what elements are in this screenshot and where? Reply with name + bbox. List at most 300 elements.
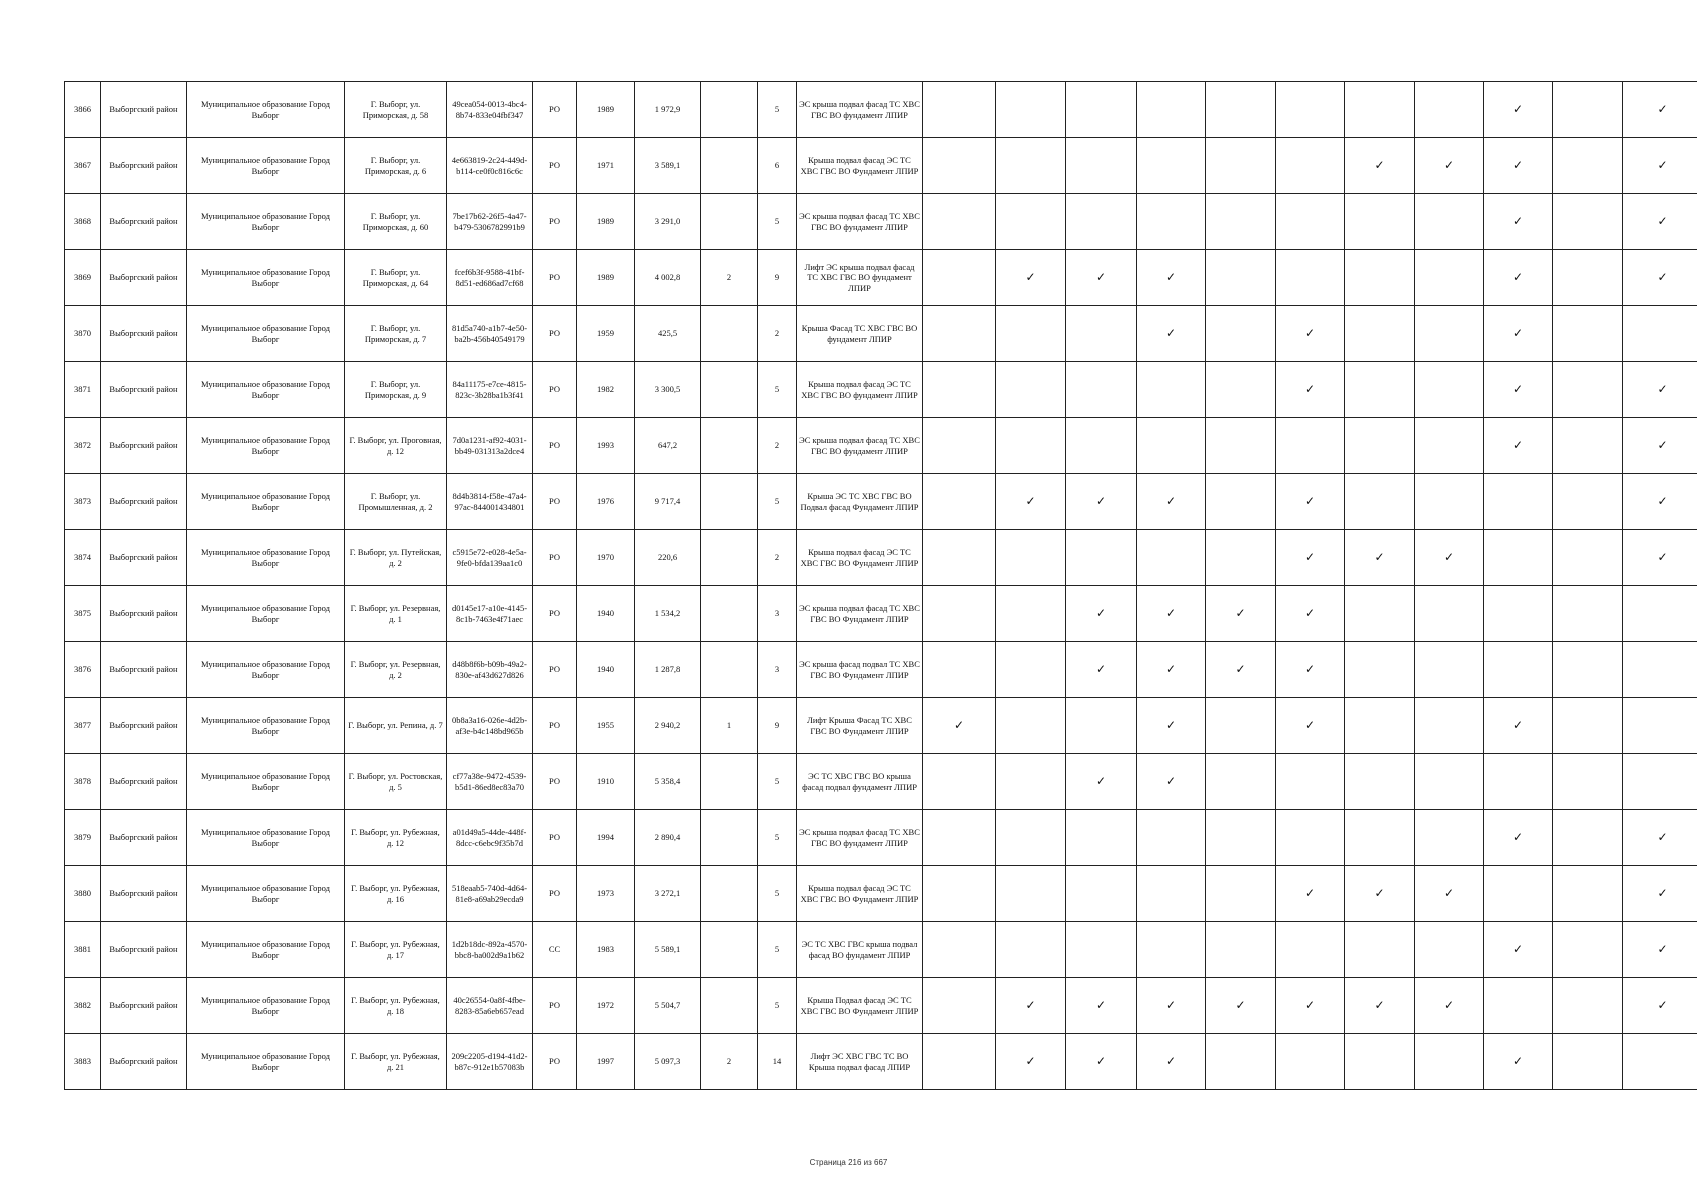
work-mark-cell (1553, 362, 1623, 418)
work-count-cell: 6 (758, 138, 797, 194)
table-row (65, 530, 1697, 586)
check-mark-icon: ✓ (1095, 606, 1107, 621)
works-list-cell: Крыша подвал фасад ЭС ТС ХВС ГВС ВО фундамент ЛПИР (797, 362, 923, 418)
address-cell: Г. Выборг, ул. Резервная, д. 1 (345, 586, 447, 642)
work-mark-cell (996, 530, 1066, 586)
address-cell: Г. Выборг, ул. Промышленная, д. 2 (345, 474, 447, 530)
check-mark-icon: ✓ (1165, 606, 1177, 621)
work-mark-cell (1066, 306, 1137, 362)
check-mark-icon: ✓ (1304, 998, 1316, 1013)
work-mark-cell (1484, 362, 1553, 418)
area-cell: 5 504,7 (635, 978, 701, 1034)
works-list-cell: ЭС крыша подвал фасад ТС ХВС ГВС ВО Фундамент ЛПИР (797, 586, 923, 642)
works-list-cell: Лифт Крыша Фасад ТС ХВС ГВС ВО Фундамент ЛПИР (797, 698, 923, 754)
row-number-cell: 3880 (65, 866, 101, 922)
work-mark-cell (1553, 586, 1623, 642)
district-cell: Выборгский район (101, 754, 187, 810)
check-mark-icon: ✓ (1512, 214, 1524, 229)
work-mark-cell (996, 978, 1066, 1034)
ownership-type-cell: РО (533, 530, 577, 586)
municipality-cell: Муниципальное образование Город Выборг (187, 698, 345, 754)
work-mark-cell (1553, 306, 1623, 362)
check-mark-icon: ✓ (1657, 830, 1668, 845)
address-cell: Г. Выборг, ул. Репина, д. 7 (345, 698, 447, 754)
check-mark-icon: ✓ (1165, 662, 1177, 677)
district-cell: Выборгский район (101, 474, 187, 530)
work-mark-cell (1623, 978, 1697, 1034)
work-mark-cell (1553, 82, 1623, 138)
lift-count-cell (701, 418, 758, 474)
address-cell: Г. Выборг, ул. Проговная, д. 12 (345, 418, 447, 474)
check-mark-icon: ✓ (1657, 886, 1668, 901)
work-mark-cell (1553, 474, 1623, 530)
district-cell: Выборгский район (101, 250, 187, 306)
guid-cell: a01d49a5-44de-448f-8dcc-c6ebc9f35b7d (447, 810, 533, 866)
work-mark-cell (1276, 586, 1345, 642)
work-mark-cell (1484, 754, 1553, 810)
check-mark-icon: ✓ (1657, 438, 1668, 453)
ownership-type-cell: РО (533, 1034, 577, 1090)
work-mark-cell (1066, 138, 1137, 194)
work-mark-cell (1137, 194, 1206, 250)
work-mark-cell (1623, 754, 1697, 810)
year-built-cell: 1910 (577, 754, 635, 810)
check-mark-icon: ✓ (1095, 998, 1107, 1013)
area-cell: 4 002,8 (635, 250, 701, 306)
work-mark-cell (1137, 922, 1206, 978)
work-mark-cell (1484, 82, 1553, 138)
check-mark-icon: ✓ (1657, 270, 1668, 285)
work-mark-cell (1276, 866, 1345, 922)
check-mark-icon: ✓ (1657, 158, 1668, 173)
work-mark-cell (1553, 418, 1623, 474)
check-mark-icon: ✓ (1095, 494, 1107, 509)
work-mark-cell (1345, 1034, 1415, 1090)
municipality-cell: Муниципальное образование Город Выборг (187, 810, 345, 866)
check-mark-icon: ✓ (1443, 550, 1455, 565)
housing-register-table (64, 81, 1697, 1090)
guid-cell: 518eaab5-740d-4d64-81e8-a69ab29ecda9 (447, 866, 533, 922)
work-mark-cell (1415, 642, 1484, 698)
work-mark-cell (1484, 474, 1553, 530)
work-mark-cell (1623, 474, 1697, 530)
ownership-type-cell: РО (533, 754, 577, 810)
ownership-type-cell: РО (533, 194, 577, 250)
work-count-cell: 5 (758, 922, 797, 978)
work-mark-cell (1066, 754, 1137, 810)
table-row (65, 250, 1697, 306)
area-cell: 2 940,2 (635, 698, 701, 754)
works-list-cell: ЭС ТС ХВС ГВС крыша подвал фасад ВО фундамент ЛПИР (797, 922, 923, 978)
check-mark-icon: ✓ (1374, 998, 1385, 1013)
guid-cell: cf77a38e-9472-4539-b5d1-86ed8ec83a70 (447, 754, 533, 810)
work-mark-cell (1206, 250, 1276, 306)
check-mark-icon: ✓ (1025, 1054, 1036, 1069)
lift-count-cell (701, 474, 758, 530)
work-mark-cell (1484, 698, 1553, 754)
year-built-cell: 1971 (577, 138, 635, 194)
lift-count-cell (701, 754, 758, 810)
work-mark-cell (1137, 754, 1206, 810)
work-mark-cell (1345, 194, 1415, 250)
work-mark-cell (996, 810, 1066, 866)
work-mark-cell (1415, 754, 1484, 810)
work-mark-cell (1276, 754, 1345, 810)
work-count-cell: 9 (758, 250, 797, 306)
district-cell: Выборгский район (101, 866, 187, 922)
work-mark-cell (1066, 978, 1137, 1034)
work-mark-cell (1484, 810, 1553, 866)
address-cell: Г. Выборг, ул. Резервная, д. 2 (345, 642, 447, 698)
work-mark-cell (1345, 586, 1415, 642)
year-built-cell: 1940 (577, 642, 635, 698)
check-mark-icon: ✓ (1095, 1054, 1107, 1069)
municipality-cell: Муниципальное образование Город Выборг (187, 138, 345, 194)
table-row (65, 586, 1697, 642)
work-mark-cell (1345, 306, 1415, 362)
work-mark-cell (923, 978, 996, 1034)
work-mark-cell (923, 922, 996, 978)
work-mark-cell (923, 474, 996, 530)
address-cell: Г. Выборг, ул. Приморская, д. 7 (345, 306, 447, 362)
year-built-cell: 1983 (577, 922, 635, 978)
check-mark-icon: ✓ (1657, 382, 1668, 397)
work-mark-cell (1206, 138, 1276, 194)
work-mark-cell (1206, 474, 1276, 530)
check-mark-icon: ✓ (1657, 102, 1668, 117)
work-mark-cell (1206, 642, 1276, 698)
guid-cell: c5915e72-e028-4e5a-9fe0-bfda139aa1c0 (447, 530, 533, 586)
guid-cell: 4e663819-2c24-449d-b114-ce0f0c816c6c (447, 138, 533, 194)
work-mark-cell (1484, 138, 1553, 194)
work-mark-cell (996, 418, 1066, 474)
work-mark-cell (1137, 82, 1206, 138)
works-list-cell: ЭС крыша подвал фасад ТС ХВС ГВС ВО фундамент ЛПИР (797, 418, 923, 474)
check-mark-icon: ✓ (1512, 326, 1524, 341)
work-count-cell: 14 (758, 1034, 797, 1090)
ownership-type-cell: РО (533, 418, 577, 474)
table-row (65, 362, 1697, 418)
work-mark-cell (1066, 530, 1137, 586)
work-mark-cell (1553, 530, 1623, 586)
work-mark-cell (1345, 754, 1415, 810)
work-mark-cell (1066, 586, 1137, 642)
ownership-type-cell: РО (533, 362, 577, 418)
work-count-cell: 5 (758, 194, 797, 250)
work-mark-cell (923, 866, 996, 922)
work-mark-cell (1066, 362, 1137, 418)
check-mark-icon: ✓ (1304, 606, 1316, 621)
work-mark-cell (1415, 306, 1484, 362)
row-number-cell: 3869 (65, 250, 101, 306)
district-cell: Выборгский район (101, 922, 187, 978)
work-mark-cell (923, 530, 996, 586)
check-mark-icon: ✓ (1512, 438, 1524, 453)
work-mark-cell (1206, 698, 1276, 754)
work-mark-cell (1137, 586, 1206, 642)
work-mark-cell (996, 82, 1066, 138)
check-mark-icon: ✓ (1235, 606, 1246, 621)
work-mark-cell (1345, 418, 1415, 474)
work-count-cell: 3 (758, 586, 797, 642)
work-mark-cell (1206, 306, 1276, 362)
work-mark-cell (1137, 474, 1206, 530)
row-number-cell: 3868 (65, 194, 101, 250)
row-number-cell: 3867 (65, 138, 101, 194)
work-mark-cell (1484, 642, 1553, 698)
district-cell: Выборгский район (101, 586, 187, 642)
work-mark-cell (923, 362, 996, 418)
work-mark-cell (1484, 586, 1553, 642)
lift-count-cell (701, 82, 758, 138)
work-mark-cell (1137, 306, 1206, 362)
work-mark-cell (1137, 250, 1206, 306)
area-cell: 3 291,0 (635, 194, 701, 250)
work-count-cell: 5 (758, 82, 797, 138)
work-count-cell: 2 (758, 306, 797, 362)
address-cell: Г. Выборг, ул. Приморская, д. 64 (345, 250, 447, 306)
work-mark-cell (996, 250, 1066, 306)
work-mark-cell (1276, 306, 1345, 362)
address-cell: Г. Выборг, ул. Рубежная, д. 21 (345, 1034, 447, 1090)
work-mark-cell (996, 306, 1066, 362)
works-list-cell: Крыша подвал фасад ЭС ТС ХВС ГВС ВО Фундамент ЛПИР (797, 138, 923, 194)
work-mark-cell (1623, 642, 1697, 698)
guid-cell: 7be17b62-26f5-4a47-b479-5306782991b9 (447, 194, 533, 250)
address-cell: Г. Выборг, ул. Путейская, д. 2 (345, 530, 447, 586)
district-cell: Выборгский район (101, 810, 187, 866)
row-number-cell: 3881 (65, 922, 101, 978)
check-mark-icon: ✓ (1165, 718, 1177, 733)
year-built-cell: 1955 (577, 698, 635, 754)
check-mark-icon: ✓ (1165, 1054, 1177, 1069)
work-mark-cell (1066, 250, 1137, 306)
municipality-cell: Муниципальное образование Город Выборг (187, 250, 345, 306)
work-mark-cell (1553, 1034, 1623, 1090)
check-mark-icon: ✓ (1165, 270, 1177, 285)
table-row (65, 1034, 1697, 1090)
year-built-cell: 1970 (577, 530, 635, 586)
year-built-cell: 1959 (577, 306, 635, 362)
work-mark-cell (1415, 250, 1484, 306)
check-mark-icon: ✓ (1657, 550, 1668, 565)
work-mark-cell (1484, 250, 1553, 306)
ownership-type-cell: РО (533, 698, 577, 754)
work-mark-cell (923, 82, 996, 138)
table-row (65, 138, 1697, 194)
work-count-cell: 5 (758, 978, 797, 1034)
year-built-cell: 1989 (577, 250, 635, 306)
address-cell: Г. Выборг, ул. Приморская, д. 6 (345, 138, 447, 194)
check-mark-icon: ✓ (1443, 158, 1455, 173)
work-mark-cell (1345, 474, 1415, 530)
district-cell: Выборгский район (101, 698, 187, 754)
work-mark-cell (1276, 362, 1345, 418)
check-mark-icon: ✓ (1025, 494, 1036, 509)
work-mark-cell (1066, 922, 1137, 978)
work-mark-cell (1345, 810, 1415, 866)
lift-count-cell (701, 530, 758, 586)
work-mark-cell (1415, 978, 1484, 1034)
ownership-type-cell: РО (533, 978, 577, 1034)
work-mark-cell (1484, 306, 1553, 362)
work-mark-cell (923, 138, 996, 194)
guid-cell: 209c2205-d194-41d2-b87c-912e1b57083b (447, 1034, 533, 1090)
ownership-type-cell: РО (533, 306, 577, 362)
municipality-cell: Муниципальное образование Город Выборг (187, 82, 345, 138)
lift-count-cell (701, 586, 758, 642)
works-list-cell: Лифт ЭС ХВС ГВС ТС ВО Крыша подвал фасад ЛПИР (797, 1034, 923, 1090)
address-cell: Г. Выборг, ул. Приморская, д. 60 (345, 194, 447, 250)
work-mark-cell (1623, 810, 1697, 866)
work-count-cell: 2 (758, 418, 797, 474)
work-mark-cell (1415, 922, 1484, 978)
area-cell: 647,2 (635, 418, 701, 474)
municipality-cell: Муниципальное образование Город Выборг (187, 1034, 345, 1090)
work-count-cell: 5 (758, 362, 797, 418)
check-mark-icon: ✓ (1304, 382, 1316, 397)
check-mark-icon: ✓ (1512, 1054, 1524, 1069)
address-cell: Г. Выборг, ул. Ростовская, д. 5 (345, 754, 447, 810)
work-mark-cell (1623, 82, 1697, 138)
area-cell: 5 358,4 (635, 754, 701, 810)
area-cell: 3 272,1 (635, 866, 701, 922)
check-mark-icon: ✓ (1304, 886, 1316, 901)
work-mark-cell (1553, 754, 1623, 810)
lift-count-cell (701, 642, 758, 698)
work-mark-cell (1484, 978, 1553, 1034)
work-mark-cell (1415, 698, 1484, 754)
work-mark-cell (1415, 530, 1484, 586)
address-cell: Г. Выборг, ул. Рубежная, д. 18 (345, 978, 447, 1034)
check-mark-icon: ✓ (1165, 326, 1177, 341)
work-count-cell: 3 (758, 642, 797, 698)
lift-count-cell (701, 194, 758, 250)
municipality-cell: Муниципальное образование Город Выборг (187, 642, 345, 698)
work-mark-cell (1206, 586, 1276, 642)
area-cell: 1 287,8 (635, 642, 701, 698)
work-mark-cell (1137, 642, 1206, 698)
ownership-type-cell: РО (533, 82, 577, 138)
table-row (65, 922, 1697, 978)
works-list-cell: Крыша Фасад ТС ХВС ГВС ВО фундамент ЛПИР (797, 306, 923, 362)
guid-cell: 84a11175-e7ce-4815-823c-3b28ba1b3f41 (447, 362, 533, 418)
address-cell: Г. Выборг, ул. Рубежная, д. 17 (345, 922, 447, 978)
municipality-cell: Муниципальное образование Город Выборг (187, 474, 345, 530)
works-list-cell: ЭС крыша подвал фасад ТС ХВС ГВС ВО фундамент ЛПИР (797, 810, 923, 866)
row-number-cell: 3875 (65, 586, 101, 642)
check-mark-icon: ✓ (1512, 270, 1524, 285)
year-built-cell: 1982 (577, 362, 635, 418)
year-built-cell: 1973 (577, 866, 635, 922)
work-mark-cell (1345, 698, 1415, 754)
guid-cell: 7d0a1231-af92-4031-bb49-031313a2dce4 (447, 418, 533, 474)
works-list-cell: ЭС ТС ХВС ГВС ВО крыша фасад подвал фундамент ЛПИР (797, 754, 923, 810)
work-mark-cell (923, 810, 996, 866)
work-mark-cell (1276, 642, 1345, 698)
lift-count-cell (701, 362, 758, 418)
check-mark-icon: ✓ (1374, 886, 1385, 901)
work-mark-cell (1066, 810, 1137, 866)
work-mark-cell (1345, 250, 1415, 306)
work-mark-cell (1553, 138, 1623, 194)
work-mark-cell (1066, 194, 1137, 250)
works-list-cell: Крыша ЭС ТС ХВС ГВС ВО Подвал фасад Фундамент ЛПИР (797, 474, 923, 530)
work-mark-cell (1345, 82, 1415, 138)
work-mark-cell (1206, 1034, 1276, 1090)
work-mark-cell (1345, 922, 1415, 978)
work-mark-cell (1623, 418, 1697, 474)
work-mark-cell (996, 474, 1066, 530)
work-mark-cell (1415, 1034, 1484, 1090)
area-cell: 9 717,4 (635, 474, 701, 530)
district-cell: Выборгский район (101, 978, 187, 1034)
check-mark-icon: ✓ (1657, 998, 1668, 1013)
works-list-cell: Крыша подвал фасад ЭС ТС ХВС ГВС ВО Фундамент ЛПИР (797, 530, 923, 586)
check-mark-icon: ✓ (1512, 102, 1524, 117)
work-mark-cell (1484, 194, 1553, 250)
work-mark-cell (923, 250, 996, 306)
year-built-cell: 1940 (577, 586, 635, 642)
work-mark-cell (1066, 698, 1137, 754)
district-cell: Выборгский район (101, 362, 187, 418)
check-mark-icon: ✓ (1304, 326, 1316, 341)
work-mark-cell (1415, 194, 1484, 250)
works-list-cell: ЭС крыша подвал фасад ТС ХВС ГВС ВО фундамент ЛПИР (797, 194, 923, 250)
district-cell: Выборгский район (101, 1034, 187, 1090)
row-number-cell: 3871 (65, 362, 101, 418)
row-number-cell: 3882 (65, 978, 101, 1034)
work-mark-cell (1276, 810, 1345, 866)
check-mark-icon: ✓ (1304, 662, 1316, 677)
work-mark-cell (1623, 362, 1697, 418)
works-list-cell: Крыша Подвал фасад ЭС ТС ХВС ГВС ВО Фундамент ЛПИР (797, 978, 923, 1034)
work-mark-cell (1276, 194, 1345, 250)
work-mark-cell (1553, 250, 1623, 306)
table-row (65, 754, 1697, 810)
work-count-cell: 5 (758, 866, 797, 922)
work-mark-cell (1484, 530, 1553, 586)
check-mark-icon: ✓ (1374, 550, 1385, 565)
work-mark-cell (1276, 138, 1345, 194)
table-row (65, 642, 1697, 698)
work-mark-cell (1553, 978, 1623, 1034)
work-mark-cell (1206, 922, 1276, 978)
check-mark-icon: ✓ (1025, 270, 1036, 285)
table-row (65, 194, 1697, 250)
ownership-type-cell: РО (533, 586, 577, 642)
check-mark-icon: ✓ (1235, 998, 1246, 1013)
check-mark-icon: ✓ (1165, 774, 1177, 789)
row-number-cell: 3870 (65, 306, 101, 362)
area-cell: 220,6 (635, 530, 701, 586)
municipality-cell: Муниципальное образование Город Выборг (187, 754, 345, 810)
work-mark-cell (1415, 418, 1484, 474)
check-mark-icon: ✓ (1657, 214, 1668, 229)
municipality-cell: Муниципальное образование Город Выборг (187, 362, 345, 418)
work-mark-cell (1553, 810, 1623, 866)
row-number-cell: 3878 (65, 754, 101, 810)
work-mark-cell (1553, 866, 1623, 922)
work-mark-cell (1484, 418, 1553, 474)
year-built-cell: 1989 (577, 82, 635, 138)
work-mark-cell (1623, 922, 1697, 978)
work-mark-cell (1415, 586, 1484, 642)
work-mark-cell (1137, 418, 1206, 474)
check-mark-icon: ✓ (1304, 718, 1316, 733)
check-mark-icon: ✓ (1304, 494, 1316, 509)
work-mark-cell (1206, 810, 1276, 866)
